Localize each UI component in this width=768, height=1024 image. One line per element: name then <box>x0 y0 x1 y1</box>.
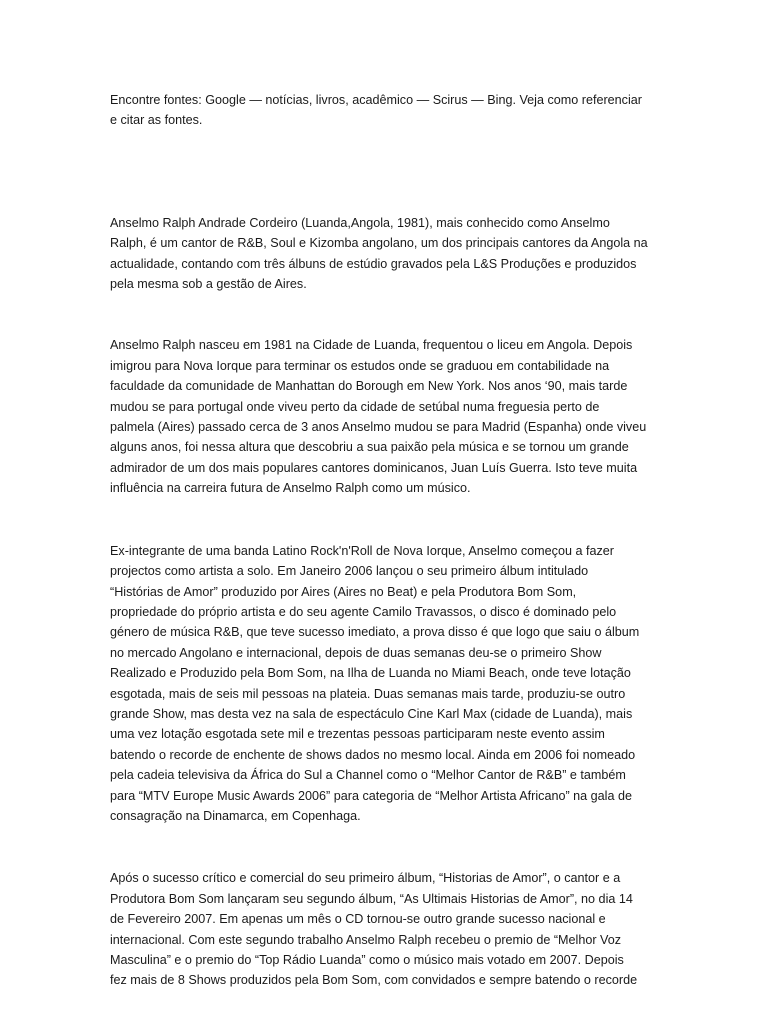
sources-paragraph: Encontre fontes: Google — notícias, livros, acadêmico — Scirus — Bing. Veja como referenciar e citar as fontes. <box>110 93 642 128</box>
second-album-paragraph: Após o sucesso crítico e comercial do seu primeiro álbum, “Historias de Amor”, o cantor e a Produtora Bom Som lançaram seu segundo álbum, “As Ultimais Historias de Amor”, no dia 14 de Fevereiro 2007. Em apenas um mês o CD tornou-se outro grande sucesso nacional e internacional. Com este segundo trabalho Anselmo Ralph recebeu o premio de “Melhor Voz Masculina” e o premio do “Top Rádio Luanda” como o músico mais votado em 2007. Depois fez mais de 8 Shows produzidos pela Bom Som, com convidados e sempre batendo o recorde <box>110 871 638 988</box>
biography-paragraph: Anselmo Ralph nasceu em 1981 na Cidade de Luanda, frequentou o liceu em Angola. Depois imigrou para Nova Iorque para terminar os estudos onde se graduou em contabilidade na faculdade da comunidade de Manhattan do Borough em New York. Nos anos ‘90, mais tarde mudou se para portugal onde viveu perto da cidade de setúbal numa freguesia perto de palmela (Aires) passado cerca de 3 anos Anselmo mudou se para Madrid (Espanha) onde viveu alguns anos, foi nessa altura que descobriu a sua paixão pela música e se tornou um grande admirador de um dos mais populares cantores dominicanos, Juan Luís Guerra. Isto teve muita influência na carreira futura de Anselmo Ralph como um músico. <box>110 338 647 496</box>
career-paragraph: Ex-integrante de uma banda Latino Rock'n'Roll de Nova Iorque, Anselmo começou a fazer projectos como artista a solo. Em Janeiro 2006 lançou o seu primeiro álbum intitulado “Histórias de Amor” produzido por Aires (Aires no Beat) e pela Produtora Bom Som, propriedade do próprio artista e do seu agente Camilo Travassos, o disco é dominado pelo género de música R&B, que teve sucesso imediato, a prova disso é que logo que saiu o álbum no mercado Angolano e internacional, depois de duas semanas deu-se o primeiro Show Realizado e Produzido pela Bom Som, na Ilha de Luanda no Miami Beach, onde teve lotação esgotada, mais de seis mil pessoas na plateia. Duas semanas mais tarde, produziu-se outro grande Show, mas desta vez na sala de espectáculo Cine Karl Max (cidade de Luanda), mais uma vez lotação esgotada sete mil e trezentas pessoas participaram neste evento assim batendo o recorde de enchente de shows dados no mesmo local. Ainda em 2006 foi nomeado pela cadeia televisiva da África do Sul a Channel como o “Melhor Cantor de R&B” e também para “MTV Europe Music Awards 2006” para categoria de “Melhor Artista Africano” na gala de consagração na Dinamarca, em Copenhaga. <box>110 543 640 823</box>
intro-paragraph: Anselmo Ralph Andrade Cordeiro (Luanda,Angola, 1981), mais conhecido como Anselmo Ralph, é um cantor de R&B, Soul e Kizomba angolano, um dos principais cantores da Angola na actualidade, contando com três álbuns de estúdio gravados pela L&S Produções e produzidos pela mesma sob a gestão de Aires. <box>110 215 648 292</box>
